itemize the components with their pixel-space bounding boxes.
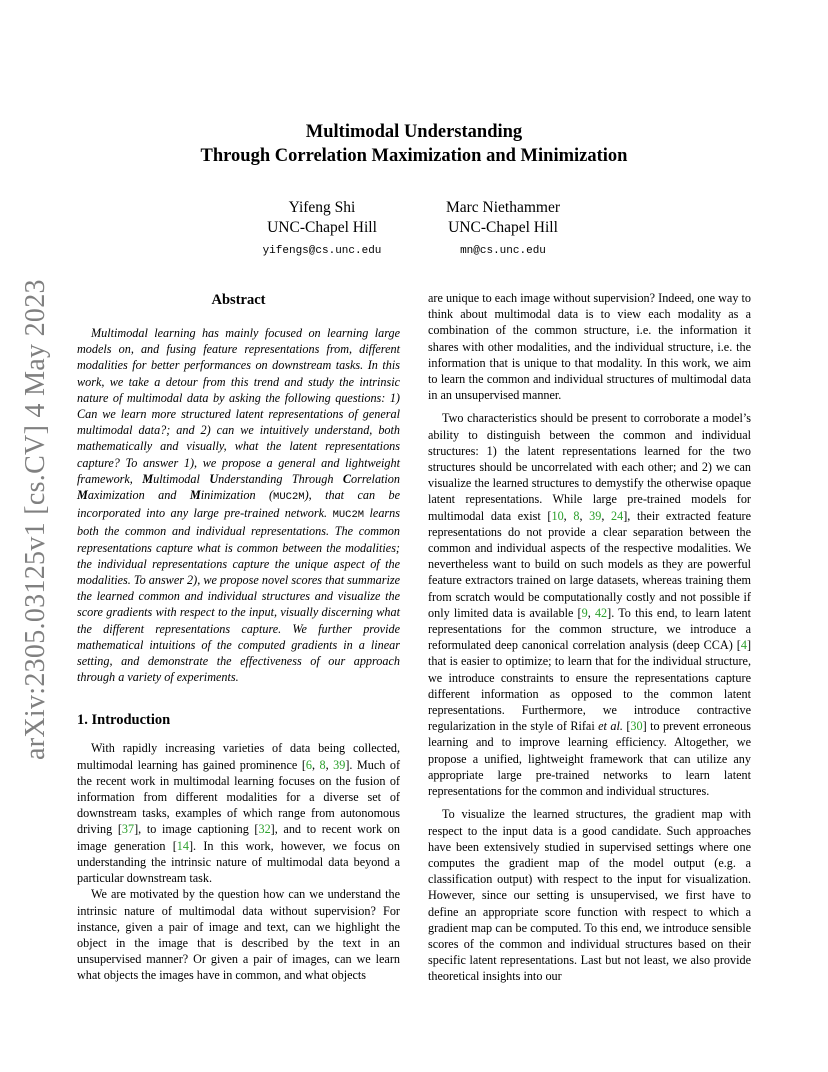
title-line-2: Through Correlation Maximization and Minimization bbox=[200, 146, 628, 166]
abstract-text: Multimodal learning has mainly focused on learning large models on, and fusing feature representations from, different modalities for better performances on downstream tasks. In this work, we take a detour from this trend and study the intrinsic nature of multimodal data by asking the following questions: 1) Can we learn more structured latent representations of general multimodal data?; and 2) can we intuitively understand, both mathematically and visually, what the latent representations capture? To answer 1), we propose a general and lightweight framework, Multimodal Understanding Through Correlation Maximization and Minimization (MUC2M), that can be incorporated into any large pre-trained network. MUC2M learns both the common and individual representations. The common representations capture what is common between the modalities; the individual representations capture the unique aspect of the modalities. To answer 2), we propose novel scores that summarize the learned common and individual structures and visualize the score gradients with respect to the input, visually discerning what the different representations capture. We further provide mathematical intuitions of the computed gradients in a linear setting, and demonstrate the effectiveness of our approach through a variety of experiments. bbox=[77, 326, 401, 685]
citation-link[interactable]: 37 bbox=[121, 822, 135, 837]
right-paragraph-2: Two characteristics should be present to corroborate a model’s ability to distinguish between the common and individual structures: 1) the latent representations learned for the two structures should be uncorrelated with each other; and 2) we can visualize the learned structures to demystify the otherwise opaque latent representations. While large pre-trained models for multimodal data exist [10, 8, 39, 24], their extracted feature representations do not provide a clear separation between the common and individual aspects of the respective modalities. We nevertheless want to build on such models as they are powerful feature extractors trained on large datasets, whereas training them from scratch would be computationally costly and not possible if only limited data is available [9, 42]. To this end, to learn latent representations for the common structure, we introduce a reformulated deep canonical correlation analysis (deep CCA) [4] that is easier to optimize; to learn that for the individual structure, we introduce constraints to ensure the representations capture different information as opposed to the common latent representations. Furthermore, we introduce contractive regularization in the style of Rifai et al. [30] to prevent erroneous learning and to improve learning efficiency. Altogether, we propose a unified, lightweight framework that can utilize any appropriate large pre-trained networks to learn latent representations for the common and individual structures. bbox=[428, 411, 752, 799]
author-email: yifengs@cs.unc.edu bbox=[262, 245, 382, 257]
citation-link[interactable]: 39 bbox=[333, 757, 346, 772]
left-column bbox=[77, 290, 400, 984]
section-heading-introduction: 1. Introduction bbox=[77, 712, 171, 729]
citation-link[interactable]: 4 bbox=[740, 638, 747, 653]
author-affiliation: UNC-Chapel Hill bbox=[267, 219, 377, 236]
title-line-1: Multimodal Understanding bbox=[305, 122, 523, 142]
paper-title bbox=[0, 120, 828, 168]
author-email: mn@cs.unc.edu bbox=[460, 245, 546, 257]
citation-link[interactable]: 14 bbox=[176, 838, 189, 853]
author-block-1 bbox=[242, 198, 402, 261]
arxiv-stamp: arXiv:2305.03125v1 [cs.CV] 4 May 2023 bbox=[20, 279, 51, 760]
author-affiliation: UNC-Chapel Hill bbox=[448, 219, 558, 236]
intro-paragraph-2: We are motivated by the question how can we understand the intrinsic nature of multimodal data without supervision? For instance, given a pair of image and text, can we highlight the object in the image that is described by the text in an unsupervised manner? Or given a pair of images, can we learn what objects the images have in common, and what objects bbox=[77, 887, 400, 983]
abstract-heading: Abstract bbox=[211, 292, 266, 308]
author-block-2 bbox=[423, 198, 583, 261]
right-paragraph-continued: are unique to each image without supervision? Indeed, one way to think about multimodal data is to view each modality as a combination of the common structure, i.e. the information it shares with other modalities, and the individual structure, i.e. the information that is unique to that modality. In this work, we aim to learn the common and individual structures of multimodal data in an unsupervised manner. bbox=[428, 291, 751, 403]
citation-link[interactable]: 30 bbox=[630, 719, 643, 734]
citation-link[interactable]: 10 bbox=[551, 508, 564, 523]
citation-link[interactable]: 6 bbox=[305, 757, 312, 772]
citation-link[interactable]: 39 bbox=[589, 508, 602, 523]
right-paragraph-3: To visualize the learned structures, the gradient map with respect to the input data is a good candidate. Such approaches have been extensively studied in supervised settings where one computes the gradient map of the model output (e.g. a classification output) with respect to the input for visualization. However, since our setting is unsupervised, we first have to define an appropriate score function with respect to which a gradient map can be computed. To this end, we introduce sensible scores of the common and individual structures based on their specific latent representations. Last but not least, we also provide theoretical insights into our bbox=[428, 807, 751, 984]
citation-link[interactable]: 24 bbox=[611, 508, 624, 523]
author-name: Yifeng Shi bbox=[288, 199, 356, 216]
intro-paragraph-1: With rapidly increasing varieties of data being collected, multimodal learning has gained prominence [6, 8, 39]. Much of the recent work in multimodal learning focuses on the fusion of information from different modalities for a diverse set of downstream tasks, examples of which range from autonomous driving [37], to image captioning [32], and to recent work on image generation [14]. In this work, however, we focus on understanding the intrinsic nature of multimodal data beyond a particular downstream task. bbox=[77, 741, 401, 886]
citation-link[interactable]: 42 bbox=[594, 605, 608, 620]
citation-link[interactable]: 32 bbox=[258, 822, 271, 837]
citation-link[interactable]: 9 bbox=[581, 605, 588, 620]
citation-link[interactable]: 8 bbox=[319, 757, 326, 772]
right-column bbox=[428, 290, 751, 992]
author-name: Marc Niethammer bbox=[445, 199, 561, 216]
citation-link[interactable]: 8 bbox=[573, 508, 580, 523]
